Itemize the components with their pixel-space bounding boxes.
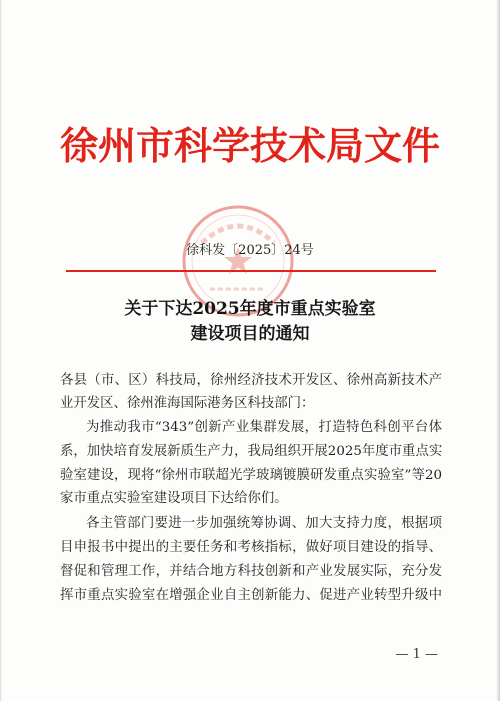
scan-edge-left xyxy=(0,0,2,701)
red-masthead: 徐州市科学技术局文件 xyxy=(59,123,440,168)
addressee-line-2: 业开发区、徐州淮海国际港务区科技部门： xyxy=(60,396,315,411)
scan-edge-right xyxy=(496,0,500,701)
page-number: — 1 — xyxy=(395,647,438,662)
paragraph-2-line-1: 各主管部门要进一步加强统筹协调、加大支持力度，根据项 xyxy=(86,516,442,531)
addressee-line-1: 各县（市、区）科技局，徐州经济技术开发区、徐州高新技术产 xyxy=(60,373,442,388)
paragraph-2-line-3: 督促和管理工作，并结合地方科技创新和产业发展实际，充分发 xyxy=(60,564,442,579)
document-title-line-2: 建设项目的通知 xyxy=(190,324,310,344)
paragraph-2-line-2: 目申报书中提出的主要任务和考核指标，做好项目建设的指导、 xyxy=(60,540,442,555)
red-divider-rule xyxy=(66,270,436,272)
document-title-line-1: 关于下达2025年度市重点实验室 xyxy=(124,299,376,319)
paragraph-1-line-1: 为推动我市“343”创新产业集群发展，打造特色科创平台体 xyxy=(86,420,442,435)
paragraph-2-line-4: 挥市重点实验室在增强企业自主创新能力、促进产业转型升级中 xyxy=(60,588,442,603)
document-number: 徐科发〔2025〕24号 xyxy=(186,243,314,258)
paragraph-1-line-2: 系，加快培育发展新质生产力，我局组织开展2025年度市重点实 xyxy=(60,444,443,459)
paragraph-1-line-4: 家市重点实验室建设项目下达给你们。 xyxy=(60,491,288,506)
paragraph-1-line-3: 验室建设，现将“徐州市联超光学玻璃镀膜研发重点实验室”等20 xyxy=(60,468,442,483)
